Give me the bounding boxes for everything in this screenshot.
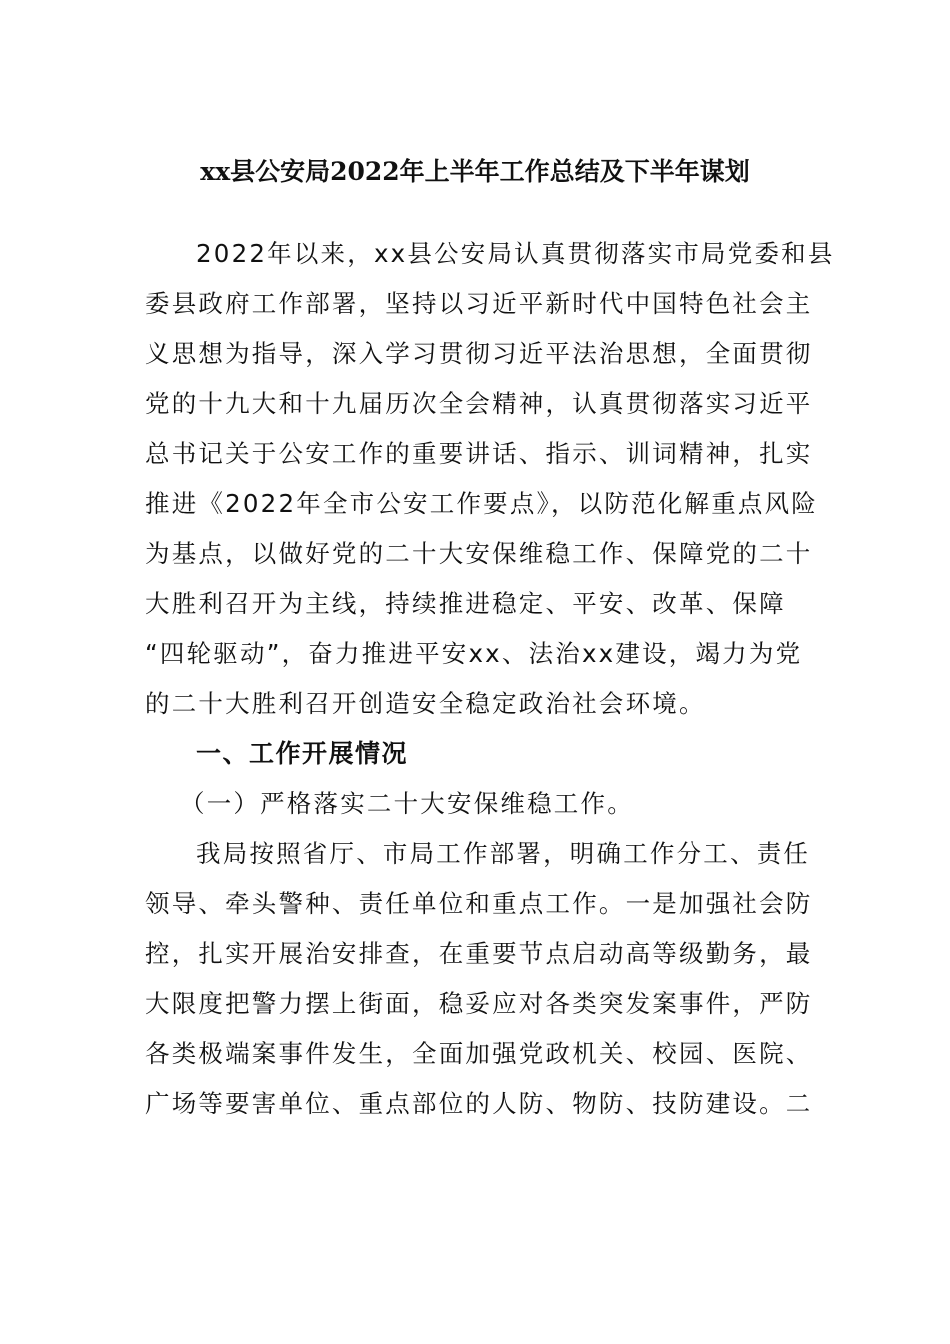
intro-line-2: 委县政府工作部署，坚持以习近平新时代中国特色社会主: [145, 289, 813, 318]
body-line-3: 控，扎实开展治安排查，在重要节点启动高等级勤务，最: [145, 939, 813, 968]
intro-line-10: 的二十大胜利召开创造安全稳定政治社会环境。: [145, 689, 706, 718]
intro-line-3: 义思想为指导，深入学习贯彻习近平法治思想，全面贯彻: [145, 339, 813, 368]
body-line-5: 各类极端案事件发生，全面加强党政机关、校园、医院、: [145, 1039, 813, 1068]
body-line-2: 领导、牵头警种、责任单位和重点工作。一是加强社会防: [145, 889, 813, 918]
document-title: xx县公安局2022年上半年工作总结及下半年谋划: [200, 157, 750, 186]
intro-line-1: 2022年以来，xx县公安局认真贯彻落实市局党委和县: [196, 239, 835, 268]
intro-line-4: 党的十九大和十九届历次全会精神，认真贯彻落实习近平: [145, 389, 813, 418]
body-line-1: 我局按照省厅、市局工作部署，明确工作分工、责任: [196, 839, 811, 868]
body-line-6: 广场等要害单位、重点部位的人防、物防、技防建设。二: [145, 1089, 813, 1118]
intro-line-5: 总书记关于公安工作的重要讲话、指示、训词精神，扎实: [145, 439, 813, 468]
intro-line-7: 为基点，以做好党的二十大安保维稳工作、保障党的二十: [145, 539, 813, 568]
intro-line-6: 推进《2022年全市公安工作要点》，以防范化解重点风险: [145, 489, 818, 518]
section-heading: 一、工作开展情况: [196, 739, 409, 768]
body-line-4: 大限度把警力摆上街面，稳妥应对各类突发案事件，严防: [145, 989, 813, 1018]
subsection-heading: （一）严格落实二十大安保维稳工作。: [180, 789, 634, 818]
intro-line-9: “四轮驱动”，奋力推进平安xx、法治xx建设，竭力为党: [145, 639, 803, 668]
intro-line-8: 大胜利召开为主线，持续推进稳定、平安、改革、保障: [145, 589, 786, 618]
